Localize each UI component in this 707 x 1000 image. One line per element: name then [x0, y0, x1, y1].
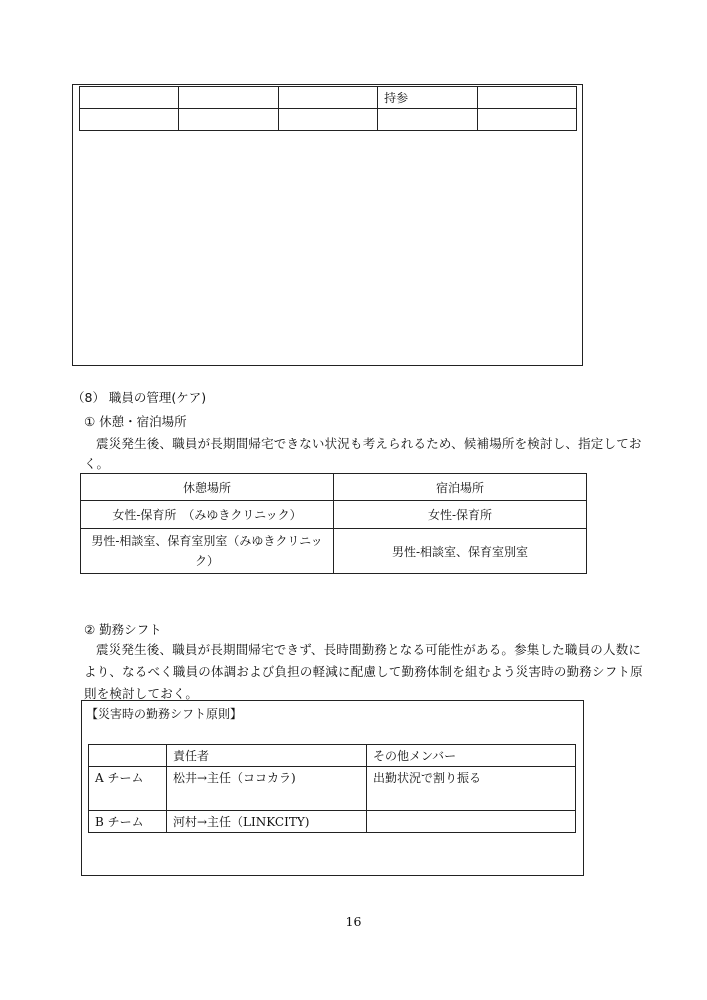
table-row — [81, 501, 587, 529]
table-row — [89, 767, 576, 811]
table-row — [81, 529, 587, 574]
paragraph-line: 震災発生後、職員が長期間帰宅できず、長時間勤務となる可能性がある。参集した職員の人数に — [96, 642, 642, 657]
table-cell: 河村→主任（LINKCITY) — [167, 811, 367, 833]
table-cell — [80, 87, 179, 109]
table-cell — [477, 109, 576, 131]
shift-table — [88, 744, 576, 833]
column-header: 休憩場所 — [81, 474, 334, 501]
box-title: 【災害時の勤務シフト原則】 — [86, 707, 243, 721]
table-row — [80, 87, 577, 109]
column-header — [89, 745, 167, 767]
subsection-heading-shift: ② 勤務シフト — [84, 622, 162, 637]
table-cell: 女性-保育所 — [334, 501, 587, 529]
supplies-table — [79, 86, 577, 131]
table-cell — [179, 109, 278, 131]
table-header-row — [89, 745, 576, 767]
table-cell — [477, 87, 576, 109]
column-header: 責任者 — [167, 745, 367, 767]
subsection-heading-rest: ① 休憩・宿泊場所 — [84, 414, 187, 429]
table-cell — [378, 109, 477, 131]
table-cell: 出勤状況で割り振る — [367, 767, 576, 811]
table-row — [89, 811, 576, 833]
paragraph-line: 則を検討しておく。 — [84, 686, 199, 701]
paragraph-line: 震災発生後、職員が長期間帰宅できない状況も考えられるため、候補場所を検討し、指定してお — [96, 436, 642, 451]
table-cell — [179, 87, 278, 109]
table-cell: A チーム — [89, 767, 167, 811]
table-cell — [367, 811, 576, 833]
table-row — [80, 109, 577, 131]
rest-location-table — [80, 473, 587, 574]
table-cell: 松井→主任（ココカラ) — [167, 767, 367, 811]
column-header: その他メンバー — [367, 745, 576, 767]
paragraph-line: より、なるべく職員の体調および負担の軽減に配慮して勤務体制を組むよう災害時の勤務シフト原 — [84, 664, 643, 679]
table-cell — [278, 109, 377, 131]
table-cell: B チーム — [89, 811, 167, 833]
table-cell: 男性-相談室、保育室別室 — [334, 529, 587, 574]
table-cell — [80, 109, 179, 131]
column-header: 宿泊場所 — [334, 474, 587, 501]
table-cell — [278, 87, 377, 109]
paragraph-line: く。 — [84, 456, 110, 471]
table-cell: 男性-相談室、保育室別室（みゆきクリニック） — [81, 529, 334, 574]
table-cell: 持参 — [378, 87, 477, 109]
table-cell: 女性-保育所 （みゆきクリニック） — [81, 501, 334, 529]
section-heading: （8） 職員の管理(ケア) — [72, 390, 207, 405]
table-header-row — [81, 474, 587, 501]
page-number: 16 — [345, 914, 362, 929]
